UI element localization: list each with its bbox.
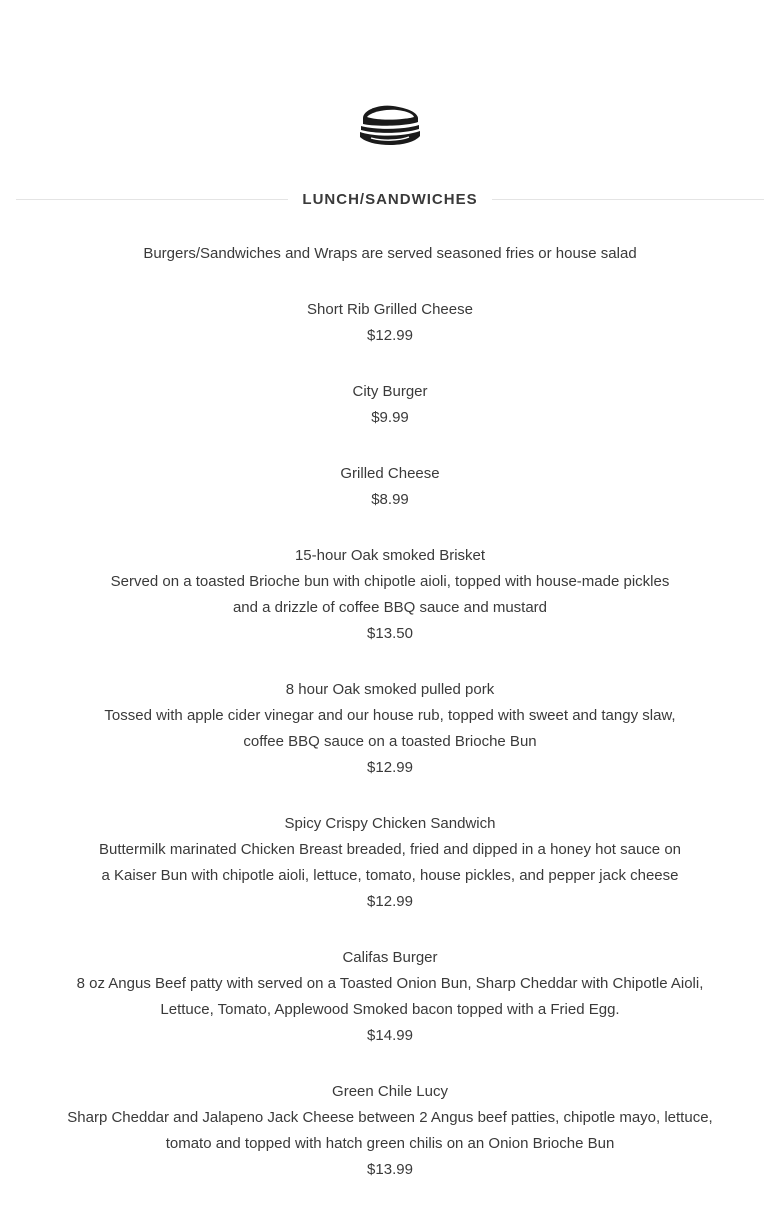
- menu-item: [0, 945, 780, 1049]
- menu-item-price: $12.99: [367, 327, 413, 344]
- menu-item-price: $13.50: [367, 625, 413, 642]
- section-title: LUNCH/SANDWICHES: [302, 190, 478, 208]
- menu-item-description: and a drizzle of coffee BBQ sauce and mustard: [232, 599, 548, 616]
- menu-item-description: coffee BBQ sauce on a toasted Brioche Bun: [243, 733, 537, 750]
- menu-item-price: $12.99: [367, 759, 413, 776]
- menu-item-description: Sharp Cheddar and Jalapeno Jack Cheese between 2 Angus beef patties, chipotle mayo, lettuce,: [67, 1109, 713, 1126]
- menu-list: [0, 241, 780, 1213]
- menu-item: [0, 811, 780, 915]
- section-icon-wrap: [0, 100, 780, 150]
- menu-item-description: tomato and topped with hatch green chilis on an Onion Brioche Bun: [165, 1135, 615, 1152]
- menu-item-description: Tossed with apple cider vinegar and our house rub, topped with sweet and tangy slaw,: [104, 707, 676, 724]
- menu-item: [0, 1079, 780, 1183]
- menu-item-price: $9.99: [371, 409, 409, 426]
- menu-item-description: Served on a toasted Brioche bun with chipotle aioli, topped with house-made pickles: [110, 573, 670, 590]
- menu-item: [0, 379, 780, 431]
- menu-intro: Burgers/Sandwiches and Wraps are served seasoned fries or house salad: [143, 245, 637, 262]
- menu-item-description: Lettuce, Tomato, Applewood Smoked bacon topped with a Fried Egg.: [160, 1001, 620, 1018]
- section-header: [16, 186, 764, 212]
- menu-items: [0, 297, 780, 1183]
- header-rule-right: [492, 199, 764, 200]
- menu-item-name: Short Rib Grilled Cheese: [307, 301, 473, 318]
- sandwich-icon: [357, 100, 423, 150]
- menu-item-description: Buttermilk marinated Chicken Breast breaded, fried and dipped in a honey hot sauce on: [98, 841, 682, 858]
- menu-item: [0, 297, 780, 349]
- menu-item-name: Green Chile Lucy: [332, 1083, 448, 1100]
- menu-item: [0, 543, 780, 647]
- menu-item-name: Grilled Cheese: [340, 465, 440, 482]
- menu-item-description: a Kaiser Bun with chipotle aioli, lettuce, tomato, house pickles, and pepper jack cheese: [101, 867, 679, 884]
- menu-item-price: $8.99: [371, 491, 409, 508]
- menu-item-name: City Burger: [352, 383, 428, 400]
- menu-item-price: $12.99: [367, 893, 413, 910]
- menu-item-name: 15-hour Oak smoked Brisket: [294, 547, 486, 564]
- menu-item: [0, 677, 780, 781]
- menu-item-description: 8 oz Angus Beef patty with served on a Toasted Onion Bun, Sharp Cheddar with Chipotle Aioli,: [76, 975, 704, 992]
- header-rule-left: [16, 199, 288, 200]
- menu-item-name: Spicy Crispy Chicken Sandwich: [284, 815, 496, 832]
- menu-item-name: 8 hour Oak smoked pulled pork: [285, 681, 495, 698]
- menu-item-price: $13.99: [367, 1161, 413, 1178]
- menu-item-price: $14.99: [367, 1027, 413, 1044]
- menu-item-name: Califas Burger: [342, 949, 438, 966]
- menu-item: [0, 461, 780, 513]
